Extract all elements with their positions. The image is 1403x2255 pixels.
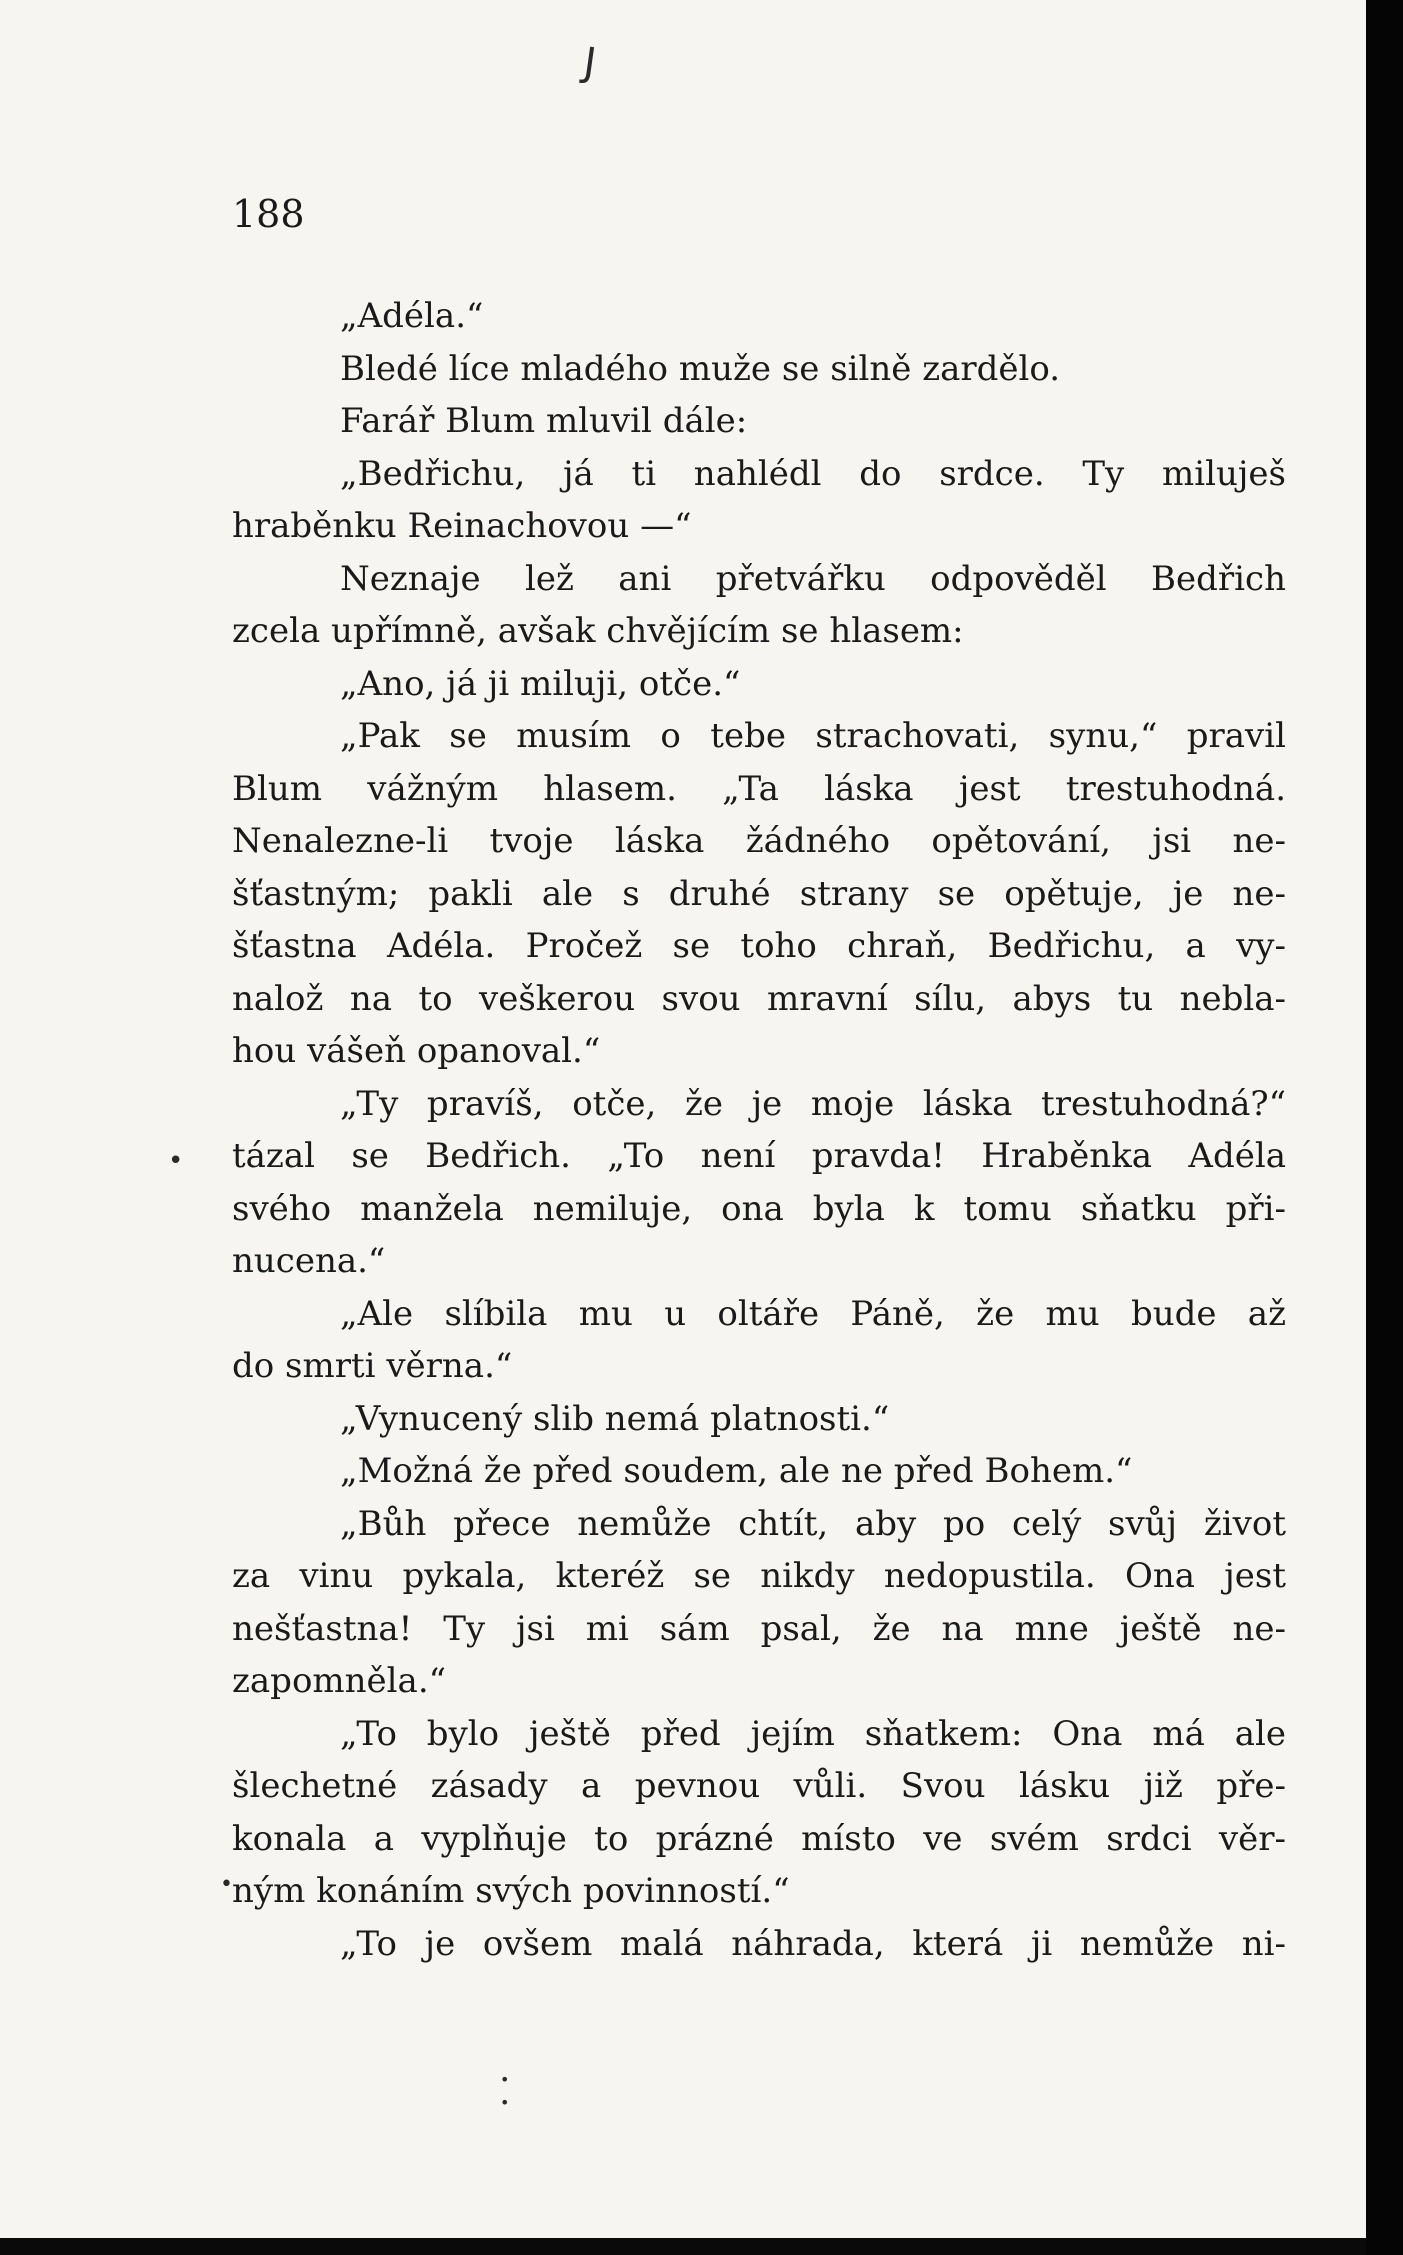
text-line: „Možná že před soudem, ale ne před Bohem.“ — [340, 1451, 1133, 1491]
text-line: svého manžela nemiluje, ona byla k tomu sňatku při- — [232, 1188, 1286, 1229]
text-line: za vinu pykala, kteréž se nikdy nedopustila. Ona jest — [232, 1556, 1286, 1596]
text-line: „Vynucený slib nemá platnosti.“ — [340, 1398, 890, 1439]
text-line: zapomněla.“ — [232, 1661, 447, 1701]
scan-edge-right — [1366, 0, 1403, 2255]
text-line: šťastna Adéla. Pročež se toho chraň, Bedřichu, a vy- — [232, 926, 1286, 966]
page-number: 188 — [232, 192, 305, 236]
text-line: zcela upřímně, avšak chvějícím se hlasem: — [232, 611, 964, 651]
scan-edge-bottom — [0, 2238, 1366, 2255]
text-line: „To bylo ještě před jejím sňatkem: Ona má ale — [340, 1713, 1286, 1754]
text-line: hou vášeň opanoval.“ — [232, 1031, 601, 1071]
text-line: šťastným; pakli ale s druhé strany se opětuje, je ne- — [232, 873, 1286, 914]
body-text — [232, 290, 1286, 1970]
text-line: „To je ovšem malá náhrada, která ji nemůže ni- — [340, 1923, 1286, 1964]
margin-speck: • — [220, 1872, 233, 1897]
text-line: Farář Blum mluvil dále: — [340, 401, 748, 441]
text-line: Neznaje lež ani přetvářku odpověděl Bedřich — [340, 558, 1286, 599]
text-line: Bledé líce mladého muže se silně zardělo. — [340, 348, 1061, 389]
text-line: „Bůh přece nemůže chtít, aby po celý svůj život — [340, 1503, 1286, 1544]
text-line: „Ty pravíš, otče, že je moje láska trestuhodná?“ — [340, 1083, 1286, 1124]
text-line: „Ale slíbila mu u oltáře Páně, že mu bude až — [340, 1293, 1286, 1334]
bottom-speck: • — [500, 2070, 510, 2089]
text-line: hraběnku Reinachovou —“ — [232, 506, 692, 546]
text-line: „Pak se musím o tebe strachovati, synu,“ pravil — [340, 716, 1286, 756]
text-line: konala a vyplňuje to prázné místo ve svém srdci věr- — [232, 1818, 1286, 1859]
text-line: tázal se Bedřich. „To není pravda! Hraběnka Adéla — [232, 1136, 1286, 1176]
text-line: „Adéla.“ — [340, 296, 484, 336]
text-line: „Bedřichu, já ti nahlédl do srdce. Ty miluješ — [340, 453, 1286, 494]
text-line: nucena.“ — [232, 1241, 386, 1281]
bottom-speck: • — [500, 2093, 510, 2112]
text-line: ným konáním svých povinností.“ — [232, 1871, 790, 1911]
margin-speck: • — [168, 1146, 184, 1176]
text-line: „Ano, já ji miluji, otče.“ — [340, 663, 741, 704]
text-line: šlechetné zásady a pevnou vůli. Svou lásku již pře- — [232, 1766, 1286, 1806]
text-line: nešťastna! Ty jsi mi sám psal, že na mne ještě ne- — [232, 1608, 1286, 1649]
text-line: do smrti věrna.“ — [232, 1346, 513, 1386]
text-line: nalož na to veškerou svou mravní sílu, abys tu nebla- — [232, 978, 1286, 1019]
text-line: Blum vážným hlasem. „Ta láska jest trestuhodná. — [232, 768, 1286, 809]
text-line: Nenalezne-li tvoje láska žádného opětování, jsi ne- — [232, 821, 1286, 861]
top-pencil-mark: J — [580, 39, 599, 87]
